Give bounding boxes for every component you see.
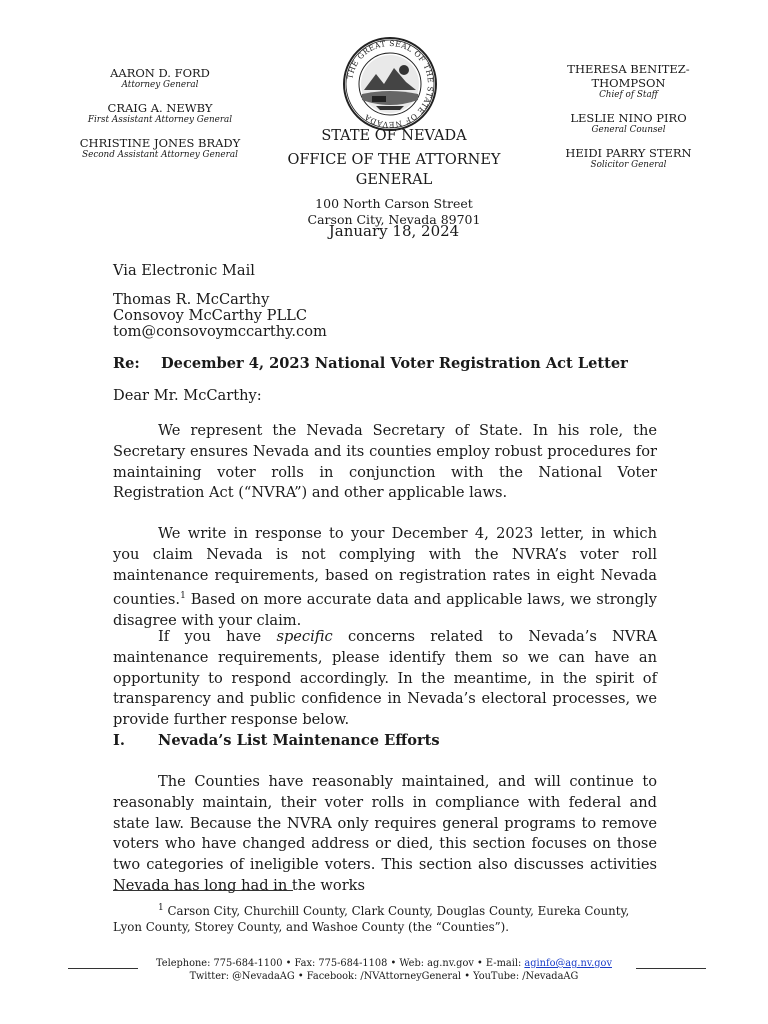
re-subject: December 4, 2023 National Voter Registration Act Letter — [161, 355, 628, 372]
recipient-email: tom@consovoymccarthy.com — [113, 323, 327, 340]
bullet-separator: • — [297, 971, 307, 982]
footnote — [113, 900, 657, 935]
footer-twitter: Twitter: @NevadaAG — [189, 971, 295, 982]
footer-email-label: E-mail: — [485, 958, 525, 969]
footer-line-1 — [150, 957, 618, 970]
footnote-ref: 1 — [180, 591, 186, 602]
footer-youtube: YouTube: /NevadaAG — [473, 971, 579, 982]
paragraph-3-text — [113, 627, 657, 731]
official-name: CRAIG A. NEWBY — [107, 101, 213, 115]
recipient-block — [113, 292, 657, 340]
paragraph-3 — [113, 627, 657, 731]
contact-footer — [150, 957, 618, 983]
salutation: Dear Mr. McCarthy: — [113, 387, 262, 404]
nevada-state-seal — [342, 36, 438, 132]
footer-line-2 — [150, 970, 618, 983]
paragraph-4 — [113, 772, 657, 897]
seal-text: THE GREAT SEAL OF THE STATE OF NEVADA — [345, 38, 436, 130]
state-name: STATE OF NEVADA — [321, 128, 467, 144]
footer-facebook: Facebook: /NVAttorneyGeneral — [306, 971, 462, 982]
paragraph-4-text: The Counties have reasonably maintained, and will continue to reasonably maintain, their voter rolls in compliance with federal and state law. Because the NVRA only requires general programs to remove voters who have changed address or died, this section focuses on those two categories of ineligible voters. This section also discusses activities Nevada has long had in the works — [113, 773, 657, 894]
official-name: CHRISTINE JONES BRADY — [79, 136, 241, 150]
footnote-number: 1 — [158, 903, 164, 913]
official-name: AARON D. FORD — [110, 66, 210, 80]
address-line-2: Carson City, Nevada 89701 — [307, 212, 481, 227]
address-line-1: 100 North Carson Street — [315, 196, 473, 211]
section-heading — [113, 731, 657, 752]
left-officials — [60, 66, 260, 171]
paragraph-2-part-a: We write in response to your December 4, 2023 letter, in which you claim Nevada is not complying with the NVRA’s voter roll maintenance requirements, based on registration rates in eight Nevada counties. — [113, 525, 657, 609]
paragraph-2-text — [113, 524, 657, 632]
footer-rule-left — [68, 968, 138, 969]
footer-web: Web: ag.nv.gov — [399, 958, 474, 969]
letterhead — [254, 126, 534, 228]
bullet-separator: • — [477, 958, 486, 969]
footer-email-link[interactable]: aginfo@ag.nv.gov — [524, 958, 612, 969]
delivery-method: Via Electronic Mail — [113, 262, 255, 279]
footer-rule-right — [636, 968, 706, 969]
bullet-separator: • — [464, 971, 474, 982]
official-name: THERESA BENITEZ-THOMPSON — [567, 62, 690, 90]
paragraph-1-text: We represent the Nevada Secretary of State. In his role, the Secretary ensures Nevada and its counties employ robust procedures for maintaining voter rolls in conjunction with the National Voter Registration Act (“NVRA”) and other applicable laws. — [113, 422, 657, 502]
paragraph-3-part-b: concerns related to Nevada’s NVRA maintenance requirements, please identify them so we can have an opportunity to respond accordingly. In the meantime, in the spirit of transparency and public confidence in Nevada’s electoral processes, we provide further response below. — [113, 628, 657, 729]
office-name: OFFICE OF THE ATTORNEY GENERAL — [287, 152, 501, 188]
official-title: Solicitor General — [590, 160, 667, 170]
official-title: Attorney General — [121, 80, 199, 90]
official-title: Chief of Staff — [599, 90, 658, 100]
recipient-name: Thomas R. McCarthy — [113, 291, 270, 308]
official-name: HEIDI PARRY STERN — [565, 146, 692, 160]
official-title: First Assistant Attorney General — [87, 115, 233, 125]
bullet-separator: • — [285, 958, 295, 969]
footnote-divider — [113, 890, 293, 891]
paragraph-2-part-b: Based on more accurate data and applicable laws, we strongly disagree with your claim. — [113, 591, 657, 630]
right-officials — [556, 62, 701, 181]
official-name: LESLIE NINO PIRO — [570, 111, 687, 125]
paragraph-3-emphasis: specific — [276, 628, 333, 645]
official-title: Second Assistant Attorney General — [82, 150, 238, 160]
recipient-firm: Consovoy McCarthy PLLC — [113, 307, 308, 324]
paragraph-2 — [113, 524, 657, 632]
letter-date: January 18, 2024 — [328, 222, 460, 240]
paragraph-3-part-a: If you have — [158, 628, 277, 645]
re-label: Re: — [113, 355, 140, 372]
re-line — [113, 354, 657, 375]
official-title: General Counsel — [591, 125, 666, 135]
section-number: I. — [113, 732, 125, 749]
section-title: Nevada’s List Maintenance Efforts — [158, 732, 440, 749]
footer-telephone: Telephone: 775-684-1100 — [156, 958, 283, 969]
paragraph-1 — [113, 421, 657, 504]
footer-fax: Fax: 775-684-1108 — [294, 958, 388, 969]
footnote-text: Carson City, Churchill County, Clark County, Douglas County, Eureka County, Lyon County, Storey County, and Washoe County (the “Counties”). — [113, 903, 630, 934]
bullet-separator: • — [390, 958, 400, 969]
